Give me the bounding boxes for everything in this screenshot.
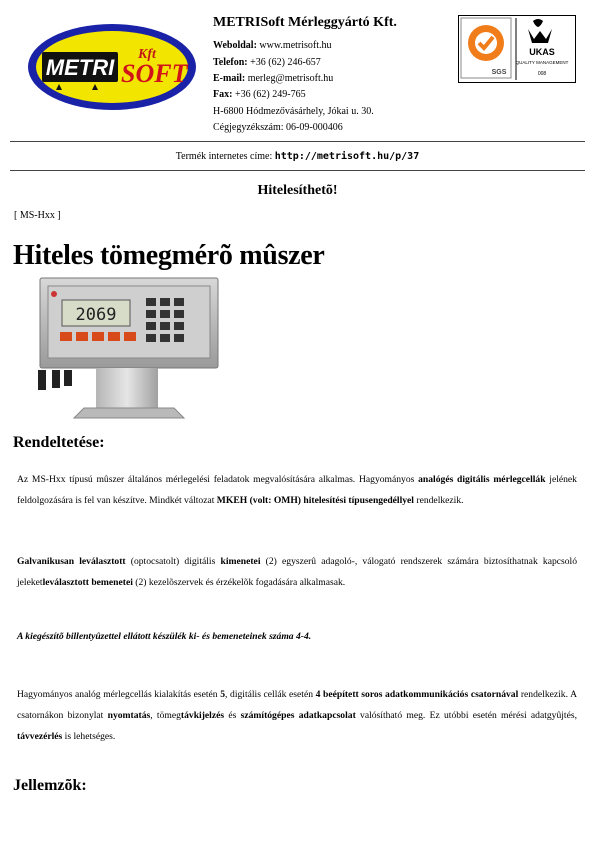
sgs-text: SGS [491, 69, 507, 76]
logo-kft-text: Kft [138, 47, 156, 62]
expansion-note: A kiegészítõ billentyûzettel ellátott készülék ki- és bemeneteinek száma 4-4. [17, 631, 312, 642]
text-run: Hagyományos analóg mérlegcellás kialakítás esetén [17, 689, 221, 700]
text-run: , tömeg [150, 710, 181, 721]
phone-line: Telefon: +36 (62) 246-657 [213, 57, 321, 68]
page-title: Hiteles tömegmérõ mûszer [13, 240, 325, 271]
product-url-line: Termék internetes címe: http://metrisoft.hu/p/37 [175, 151, 420, 162]
purpose-paragraph-3 [17, 684, 577, 747]
text-run: és [224, 710, 241, 721]
bold-phrase: távvezérlés [17, 731, 63, 742]
address-line: H-6800 Hódmezővásárhely, Jókai u. 30. [213, 106, 374, 117]
bold-phrase: nyomtatás [107, 710, 151, 721]
text-run: jelének feldolgozására is fel van készítve. Mindkét változat [17, 474, 577, 506]
bold-phrase: Galvanikusan leválasztott [17, 556, 126, 567]
bold-phrase: kimenetei [220, 556, 261, 567]
text-run: (2) kezelõszervek és érzékelõk fogadására alkalmasak. [132, 577, 346, 588]
section-features-heading: Jellemzõk: [13, 777, 87, 794]
bold-phrase: leválasztott bemenetei [42, 577, 133, 588]
product-photo [34, 276, 224, 420]
product-url-link[interactable]: http://metrisoft.hu/p/37 [274, 151, 420, 162]
text-run: (optocsatolt) digitális [125, 556, 221, 567]
text-run: valósítható meg. Ez utóbbi esetén mérési adatgyûjtés, [355, 710, 577, 721]
logo-metri-text: METRI [45, 55, 115, 80]
ukas-sub-text: QUALITY MANAGEMENT [515, 60, 569, 65]
ukas-text: UKAS [529, 47, 555, 57]
url-rule [10, 170, 585, 171]
bold-phrase: 4 beépített soros adatkommunikációs csatornával [315, 689, 519, 700]
display-readout: 2069 [75, 305, 117, 325]
fax-line: Fax: +36 (62) 249-765 [213, 89, 306, 100]
logo-soft-text: SOFT [121, 59, 188, 88]
certification-badges [458, 15, 576, 83]
product-code: [ MS-Hxx ] [14, 210, 61, 221]
text-run: , digitális cellák esetén [225, 689, 316, 700]
website-line: Weboldal: www.metrisoft.hu [213, 40, 332, 51]
ukas-num-text: 008 [537, 71, 547, 77]
section-purpose-heading: Rendeltetése: [13, 434, 105, 451]
text-run: Az MS-Hxx típusú mûszer általános mérlegelési feladatok megvalósítására alkalmas. Hagyományos [17, 474, 419, 485]
metrisoft-logo [26, 22, 198, 112]
header-rule [10, 141, 585, 142]
company-name: METRISoft Mérleggyártó Kft. [213, 15, 397, 30]
certifiable-heading: Hitelesíthetõ! [257, 183, 338, 198]
bold-phrase: számítógépes adatkapcsolat [240, 710, 356, 721]
text-run: rendelkezik. A csatornákon bizonylat [17, 689, 577, 721]
text-run: (2) egyszerû adagoló-, válogató rendszerek számára biztosíthatnak kapcsoló jeleket [17, 556, 578, 588]
text-run: rendelkezik. [413, 495, 464, 506]
purpose-paragraph-1 [17, 469, 577, 511]
registration-line: Cégjegyzékszám: 06-09-000406 [213, 122, 343, 133]
sgs-badge-icon [461, 18, 511, 78]
bold-phrase: 5 [220, 689, 226, 700]
bold-phrase: távkijelzés [180, 710, 225, 721]
purpose-paragraph-2 [17, 551, 577, 593]
bold-phrase: analógés digitális mérlegcellák [418, 474, 546, 485]
email-line: E-mail: merleg@metrisoft.hu [213, 73, 334, 84]
bold-phrase: MKEH (volt: OMH) hitelesítési típusengedéllyel [216, 495, 414, 506]
text-run: is lehetséges. [62, 731, 116, 742]
